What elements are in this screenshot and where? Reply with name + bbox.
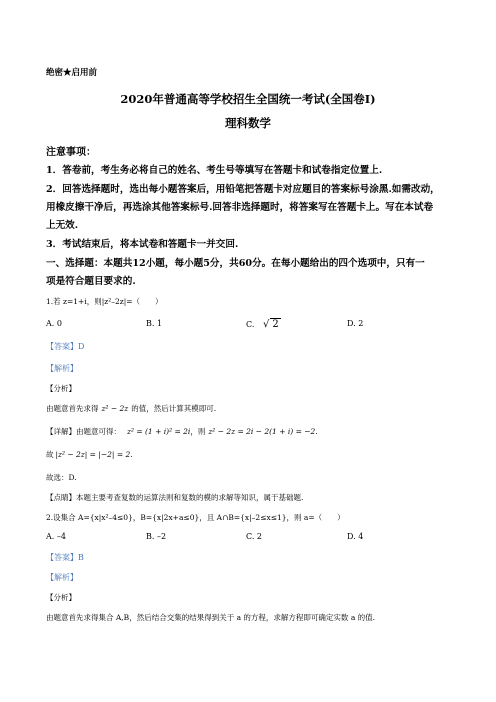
q1-fenxi-post: 的值，然后计算其模即可.: [131, 404, 217, 413]
note-item-2-line2: 用橡皮擦干净后，再选涂其他答案标号.回答非选择题时，将答案写在答题卡上。写在本试卷: [46, 202, 434, 213]
q1-answer-tag: 【答案】D: [46, 342, 85, 351]
sqrt-symbol: √ 2: [262, 319, 279, 330]
q1-stem: 1.若 z=1+i，则|z²–2z|=（ ）: [46, 297, 163, 306]
section-heading-line2: 项是符合题目要求的.: [46, 276, 136, 287]
q2-option-d: D. 4: [347, 532, 364, 541]
note-item-2-line3: 上无效.: [46, 220, 79, 231]
notes-heading: 注意事项：: [46, 147, 96, 158]
q1-detail: [46, 426, 318, 437]
q1-therefore-end: .: [130, 450, 133, 459]
q1-comment: 【点睛】本题主要考查复数的运算法则和复数的模的求解等知识，属于基础题.: [46, 493, 304, 502]
q1-fenxi-expr: z² − 2z: [101, 404, 129, 413]
q1-option-a: A. 0: [46, 319, 62, 328]
q1-therefore: [46, 449, 133, 460]
q1-option-c: [246, 318, 281, 330]
q2-answer-tag: 【答案】B: [46, 553, 84, 562]
q1-choose: 故选：D.: [46, 473, 77, 482]
q1-detail-mid: ，则: [190, 427, 206, 436]
q1-therefore-pre: 故: [46, 450, 54, 459]
q2-fenxi-text: 由题意首先求得集合 A,B，然后结合交集的结果得到关于 a 的方程，求解方程即可确定实数 a 的值.: [46, 613, 376, 622]
q1-detail-end: .: [315, 427, 318, 436]
q2-fenxi-tag: 【分析】: [46, 593, 76, 602]
q1-fenxi-pre: 由题意首先求得: [46, 404, 99, 413]
q2-option-a: A. –4: [46, 532, 66, 541]
exam-title: 2020年普通高等学校招生全国统一考试(全国卷I): [120, 92, 376, 106]
q1-option-c-value: 2: [272, 319, 279, 330]
q2-option-b: B. –2: [146, 532, 167, 541]
q1-option-b: B. 1: [146, 319, 163, 328]
q1-option-d: D. 2: [347, 319, 364, 328]
q1-option-c-label: C.: [246, 320, 255, 329]
q1-analysis-tag: 【解析】: [46, 364, 78, 373]
note-item-3: 3．考试结束后，将本试卷和答题卡一并交回.: [46, 239, 239, 250]
q1-therefore-expr: |z² − 2z| = |−2| = 2: [55, 450, 131, 459]
exam-subject: 理科数学: [225, 116, 271, 130]
q2-analysis-tag: 【解析】: [46, 573, 78, 582]
q2-stem: 2.设集合 A={x|x²–4≤0}，B={x|2x+a≤0}，且 A∩B={x|–2≤x≤1}，则 a=（ ）: [46, 513, 345, 522]
q1-fenxi-text: [46, 403, 216, 414]
q1-fenxi-tag: 【分析】: [46, 384, 76, 393]
q1-detail-expr2: z² − 2z = 2i − 2(1 + i) = −2: [208, 427, 316, 436]
q1-detail-label: 【详解】由题意可得：: [46, 427, 121, 436]
q2-option-c: C. 2: [246, 532, 263, 541]
note-item-2-line1: 2．回答选择题时，选出每小题答案后，用铅笔把答题卡对应题目的答案标号涂黑.如需改动，: [46, 184, 440, 195]
confidential-label: 绝密★启用前: [46, 68, 98, 78]
q1-detail-expr1: z² = (1 + i)² = 2i: [127, 427, 191, 436]
section-heading-line1: 一、选择题：本题共12小题，每小题5分，共60分。在每小题给出的四个选项中，只有一: [46, 258, 425, 269]
note-item-1: 1．答卷前，考生务必将自己的姓名、考生号等填写在答题卡和试卷指定位置上.: [46, 165, 383, 176]
